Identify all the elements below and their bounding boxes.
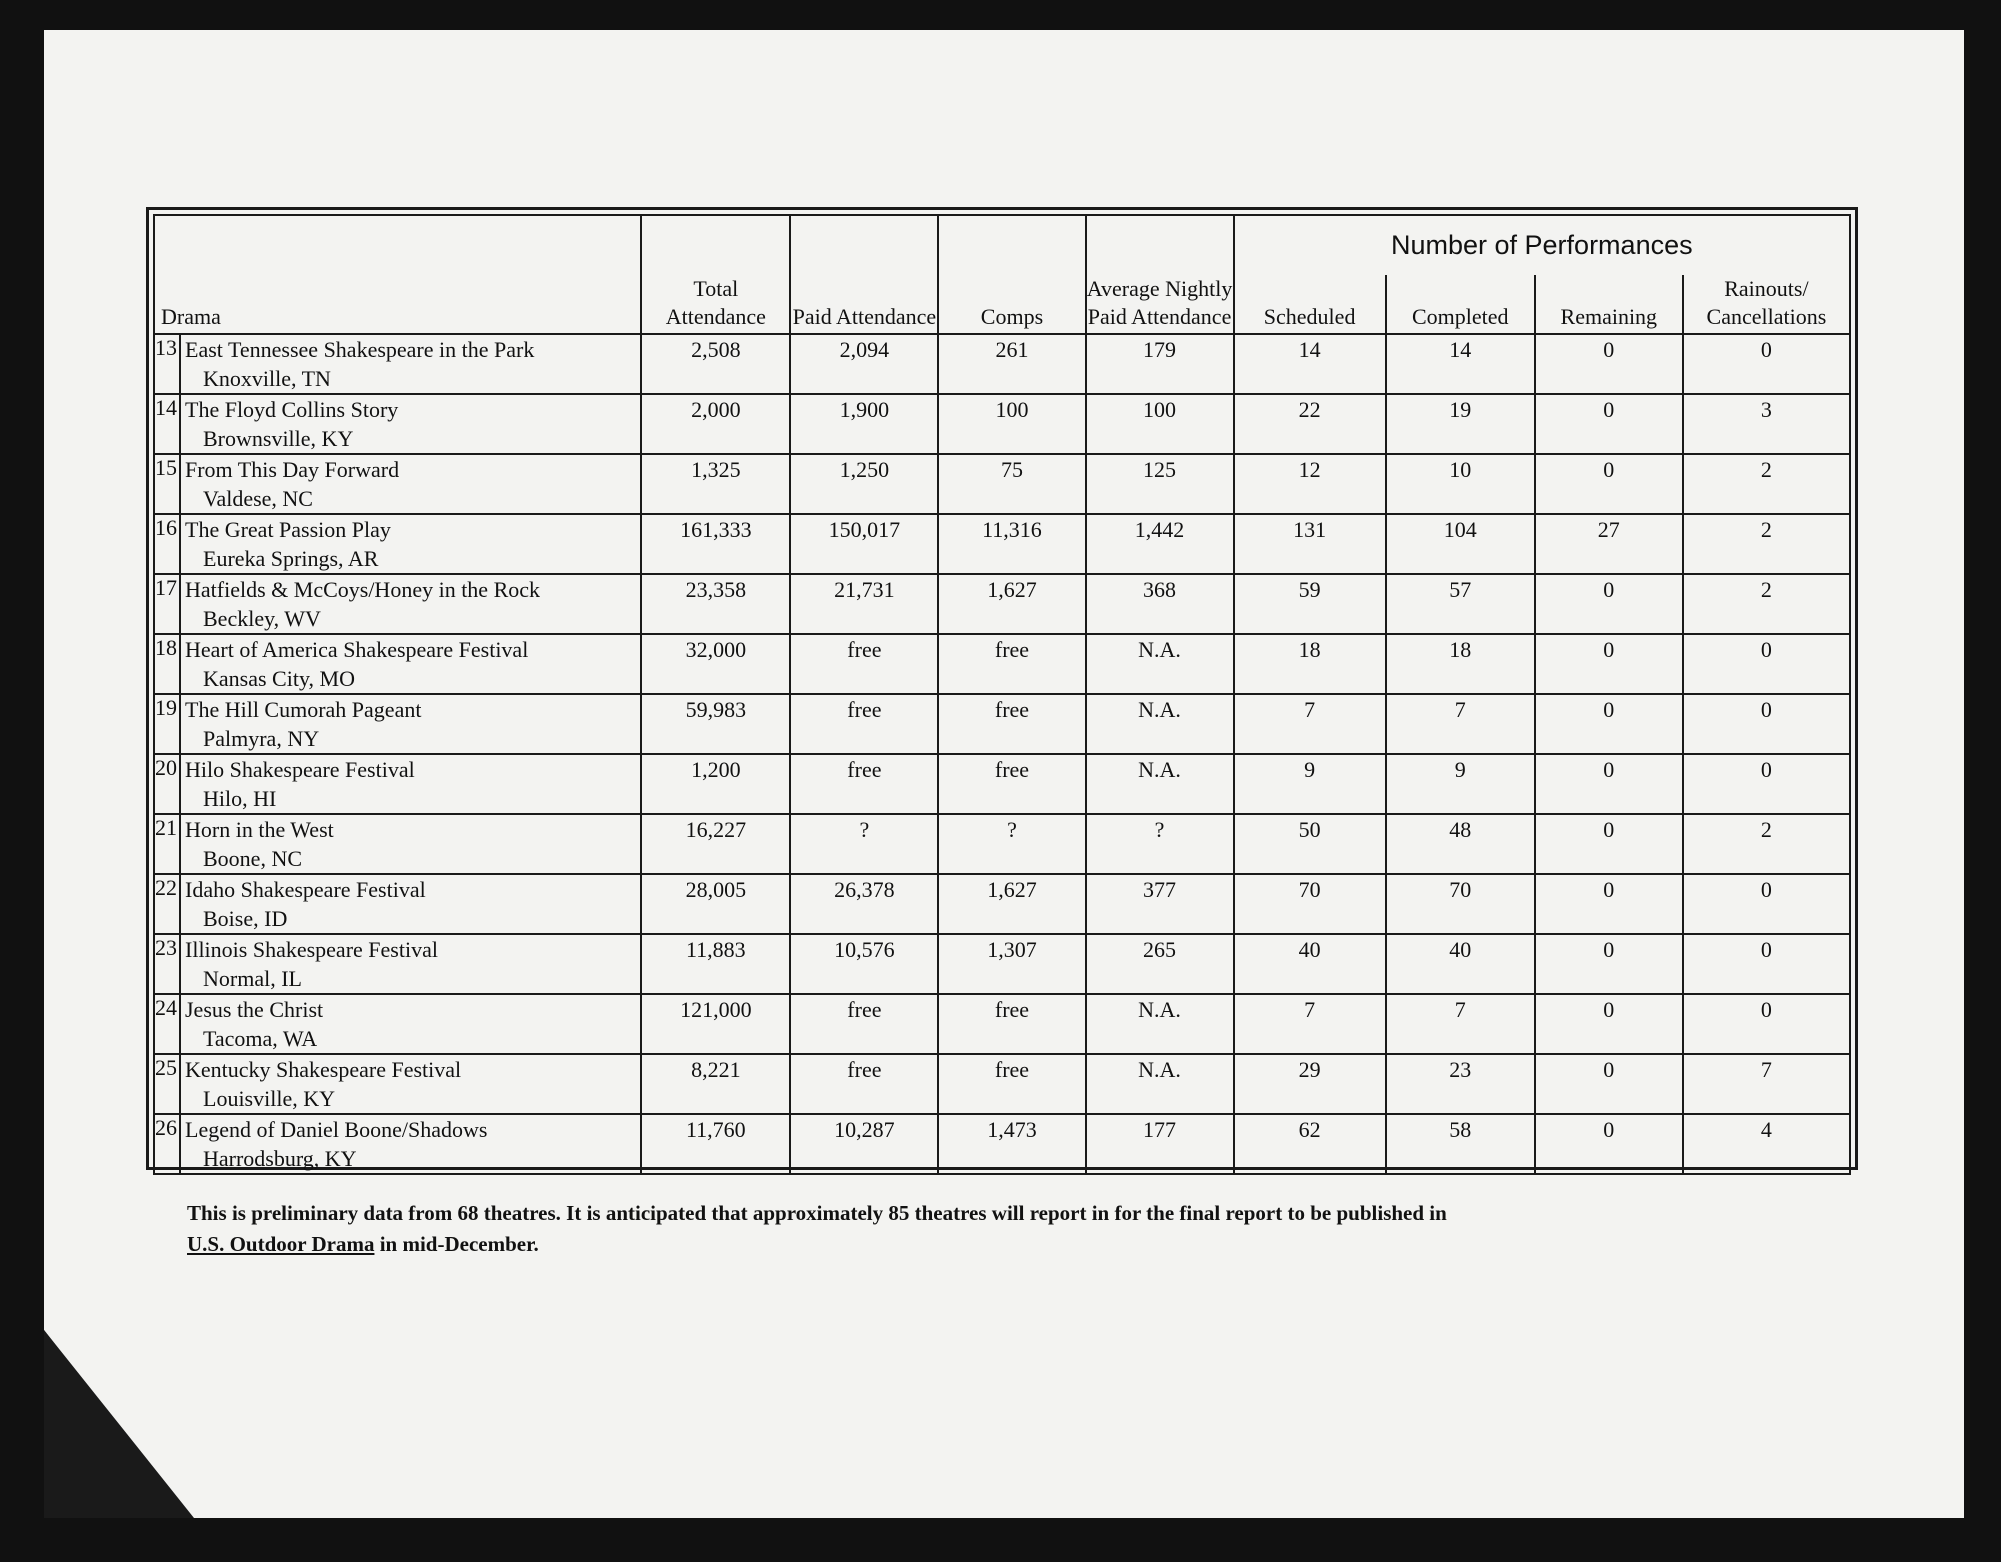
drama-title: From This Day Forward (185, 457, 400, 482)
total-attendance-cell: 121,000 (641, 994, 790, 1054)
drama-title: Idaho Shakespeare Festival (185, 877, 426, 902)
footnote-line1: This is preliminary data from 68 theatres. It is anticipated that approximately 85 theatres will report in for the final report to be published in (187, 1201, 1447, 1225)
drama-title: The Great Passion Play (185, 517, 391, 542)
paid-attendance-cell: free (790, 1054, 938, 1114)
scheduled-cell: 59 (1234, 574, 1386, 634)
table-row (154, 754, 1850, 814)
total-attendance-cell: 1,325 (641, 454, 790, 514)
rainouts-cell: 2 (1683, 454, 1850, 514)
total-attendance-cell: 59,983 (641, 694, 790, 754)
drama-location: Kansas City, MO (203, 666, 355, 691)
header-number-of-performances: Number of Performances (1234, 215, 1850, 275)
rainouts-cell: 0 (1683, 334, 1850, 394)
row-number: 18 (154, 634, 180, 694)
drama-location: Knoxville, TN (203, 366, 331, 391)
completed-cell: 40 (1386, 934, 1535, 994)
drama-cell (180, 634, 641, 694)
drama-location: Eureka Springs, AR (203, 546, 379, 571)
drama-title: Kentucky Shakespeare Festival (185, 1057, 462, 1082)
scheduled-cell: 70 (1234, 874, 1386, 934)
avg-nightly-paid-cell: N.A. (1086, 994, 1234, 1054)
total-attendance-cell: 2,508 (641, 334, 790, 394)
drama-cell (180, 814, 641, 874)
remaining-cell: 0 (1535, 814, 1683, 874)
completed-cell: 18 (1386, 634, 1535, 694)
scheduled-cell: 14 (1234, 334, 1386, 394)
paid-attendance-cell: 1,250 (790, 454, 938, 514)
avg-nightly-paid-cell: N.A. (1086, 1054, 1234, 1114)
remaining-cell: 0 (1535, 634, 1683, 694)
remaining-cell: 0 (1535, 1114, 1683, 1174)
row-number: 13 (154, 334, 180, 394)
rainouts-cell: 2 (1683, 514, 1850, 574)
table-row (154, 694, 1850, 754)
header-completed: Completed (1386, 275, 1535, 334)
drama-cell (180, 1114, 641, 1174)
avg-nightly-paid-cell: 368 (1086, 574, 1234, 634)
avg-nightly-paid-cell: 1,442 (1086, 514, 1234, 574)
total-attendance-cell: 2,000 (641, 394, 790, 454)
drama-cell (180, 754, 641, 814)
comps-cell: 100 (938, 394, 1085, 454)
comps-cell: free (938, 994, 1085, 1054)
scheduled-cell: 29 (1234, 1054, 1386, 1114)
footnote-line2: in mid-December. (374, 1232, 539, 1256)
completed-cell: 70 (1386, 874, 1535, 934)
completed-cell: 10 (1386, 454, 1535, 514)
scheduled-cell: 50 (1234, 814, 1386, 874)
row-number: 21 (154, 814, 180, 874)
avg-nightly-paid-cell: ? (1086, 814, 1234, 874)
footnote-publication-title: U.S. Outdoor Drama (187, 1232, 375, 1256)
drama-location: Boise, ID (203, 906, 288, 931)
remaining-cell: 0 (1535, 574, 1683, 634)
drama-cell (180, 394, 641, 454)
comps-cell: free (938, 694, 1085, 754)
drama-location: Palmyra, NY (203, 726, 320, 751)
completed-cell: 9 (1386, 754, 1535, 814)
table-row (154, 514, 1850, 574)
comps-cell: free (938, 754, 1085, 814)
comps-cell: 1,307 (938, 934, 1085, 994)
paid-attendance-cell: 10,287 (790, 1114, 938, 1174)
comps-cell: free (938, 634, 1085, 694)
scheduled-cell: 7 (1234, 694, 1386, 754)
total-attendance-cell: 1,200 (641, 754, 790, 814)
drama-location: Beckley, WV (203, 606, 321, 631)
completed-cell: 104 (1386, 514, 1535, 574)
completed-cell: 48 (1386, 814, 1535, 874)
drama-location: Brownsville, KY (203, 426, 354, 451)
remaining-cell: 27 (1535, 514, 1683, 574)
drama-title: Jesus the Christ (185, 997, 324, 1022)
rainouts-cell: 2 (1683, 814, 1850, 874)
row-number: 17 (154, 574, 180, 634)
completed-cell: 7 (1386, 994, 1535, 1054)
drama-title: East Tennessee Shakespeare in the Park (185, 337, 535, 362)
table-row (154, 874, 1850, 934)
total-attendance-cell: 161,333 (641, 514, 790, 574)
total-attendance-cell: 23,358 (641, 574, 790, 634)
header-comps: Comps (938, 215, 1085, 334)
drama-cell (180, 874, 641, 934)
row-number: 22 (154, 874, 180, 934)
completed-cell: 14 (1386, 334, 1535, 394)
rainouts-cell: 0 (1683, 694, 1850, 754)
paid-attendance-cell: 10,576 (790, 934, 938, 994)
avg-nightly-paid-cell: 265 (1086, 934, 1234, 994)
table-row (154, 394, 1850, 454)
footnote (187, 1198, 1687, 1260)
table-row (154, 574, 1850, 634)
drama-cell (180, 574, 641, 634)
remaining-cell: 0 (1535, 994, 1683, 1054)
row-number: 20 (154, 754, 180, 814)
row-number: 15 (154, 454, 180, 514)
avg-nightly-paid-cell: N.A. (1086, 754, 1234, 814)
total-attendance-cell: 8,221 (641, 1054, 790, 1114)
avg-nightly-paid-cell: 177 (1086, 1114, 1234, 1174)
table-row (154, 994, 1850, 1054)
scheduled-cell: 7 (1234, 994, 1386, 1054)
scheduled-cell: 12 (1234, 454, 1386, 514)
attendance-table-frame (146, 207, 1858, 1170)
table-row (154, 334, 1850, 394)
remaining-cell: 0 (1535, 454, 1683, 514)
table-row (154, 814, 1850, 874)
drama-cell (180, 694, 641, 754)
rainouts-cell: 0 (1683, 994, 1850, 1054)
comps-cell: 11,316 (938, 514, 1085, 574)
rainouts-cell: 0 (1683, 934, 1850, 994)
header-remaining: Remaining (1535, 275, 1683, 334)
header-paid-attendance: Paid Attendance (790, 215, 938, 334)
drama-cell (180, 514, 641, 574)
drama-title: The Floyd Collins Story (185, 397, 399, 422)
drama-location: Hilo, HI (203, 786, 277, 811)
attendance-table (153, 214, 1851, 1175)
table-row (154, 934, 1850, 994)
remaining-cell: 0 (1535, 1054, 1683, 1114)
paid-attendance-cell: 26,378 (790, 874, 938, 934)
row-number: 26 (154, 1114, 180, 1174)
row-number: 25 (154, 1054, 180, 1114)
row-number: 14 (154, 394, 180, 454)
comps-cell: 75 (938, 454, 1085, 514)
paid-attendance-cell: free (790, 994, 938, 1054)
drama-title: Hilo Shakespeare Festival (185, 757, 415, 782)
remaining-cell: 0 (1535, 934, 1683, 994)
rainouts-cell: 4 (1683, 1114, 1850, 1174)
row-number: 19 (154, 694, 180, 754)
drama-cell (180, 934, 641, 994)
paid-attendance-cell: free (790, 694, 938, 754)
avg-nightly-paid-cell: 100 (1086, 394, 1234, 454)
total-attendance-cell: 28,005 (641, 874, 790, 934)
drama-title: Heart of America Shakespeare Festival (185, 637, 529, 662)
drama-title: Illinois Shakespeare Festival (185, 937, 438, 962)
table-row (154, 634, 1850, 694)
drama-cell (180, 454, 641, 514)
completed-cell: 58 (1386, 1114, 1535, 1174)
drama-cell (180, 1054, 641, 1114)
remaining-cell: 0 (1535, 694, 1683, 754)
header-scheduled: Scheduled (1234, 275, 1386, 334)
paid-attendance-cell: 21,731 (790, 574, 938, 634)
row-number: 23 (154, 934, 180, 994)
scheduled-cell: 40 (1234, 934, 1386, 994)
rainouts-cell: 0 (1683, 634, 1850, 694)
paid-attendance-cell: 150,017 (790, 514, 938, 574)
avg-nightly-paid-cell: 377 (1086, 874, 1234, 934)
rainouts-cell: 7 (1683, 1054, 1850, 1114)
avg-nightly-paid-cell: 125 (1086, 454, 1234, 514)
paid-attendance-cell: 2,094 (790, 334, 938, 394)
drama-location: Boone, NC (203, 846, 302, 871)
table-row (154, 1054, 1850, 1114)
drama-cell (180, 994, 641, 1054)
drama-location: Harrodsburg, KY (203, 1146, 357, 1171)
scheduled-cell: 22 (1234, 394, 1386, 454)
paid-attendance-cell: 1,900 (790, 394, 938, 454)
completed-cell: 19 (1386, 394, 1535, 454)
total-attendance-cell: 11,760 (641, 1114, 790, 1174)
avg-nightly-paid-cell: N.A. (1086, 634, 1234, 694)
avg-nightly-paid-cell: N.A. (1086, 694, 1234, 754)
remaining-cell: 0 (1535, 874, 1683, 934)
drama-location: Louisville, KY (203, 1086, 335, 1111)
comps-cell: ? (938, 814, 1085, 874)
drama-location: Normal, IL (203, 966, 302, 991)
comps-cell: free (938, 1054, 1085, 1114)
rainouts-cell: 3 (1683, 394, 1850, 454)
comps-cell: 1,473 (938, 1114, 1085, 1174)
completed-cell: 7 (1386, 694, 1535, 754)
completed-cell: 23 (1386, 1054, 1535, 1114)
remaining-cell: 0 (1535, 334, 1683, 394)
comps-cell: 1,627 (938, 874, 1085, 934)
paid-attendance-cell: free (790, 634, 938, 694)
row-number: 24 (154, 994, 180, 1054)
table-row (154, 1114, 1850, 1174)
comps-cell: 1,627 (938, 574, 1085, 634)
total-attendance-cell: 16,227 (641, 814, 790, 874)
header-drama: Drama (154, 215, 641, 334)
remaining-cell: 0 (1535, 394, 1683, 454)
scheduled-cell: 131 (1234, 514, 1386, 574)
drama-title: Horn in the West (185, 817, 334, 842)
drama-location: Valdese, NC (203, 486, 313, 511)
total-attendance-cell: 11,883 (641, 934, 790, 994)
comps-cell: 261 (938, 334, 1085, 394)
scheduled-cell: 62 (1234, 1114, 1386, 1174)
scheduled-cell: 9 (1234, 754, 1386, 814)
remaining-cell: 0 (1535, 754, 1683, 814)
header-total-attendance: Total Attendance (641, 215, 790, 334)
row-number: 16 (154, 514, 180, 574)
scheduled-cell: 18 (1234, 634, 1386, 694)
rainouts-cell: 0 (1683, 754, 1850, 814)
drama-cell (180, 334, 641, 394)
paid-attendance-cell: ? (790, 814, 938, 874)
table-row (154, 454, 1850, 514)
header-rainouts: Rainouts/ Cancellations (1683, 275, 1850, 334)
header-avg-nightly-paid: Average Nightly Paid Attendance (1086, 215, 1234, 334)
avg-nightly-paid-cell: 179 (1086, 334, 1234, 394)
drama-title: The Hill Cumorah Pageant (185, 697, 422, 722)
rainouts-cell: 2 (1683, 574, 1850, 634)
total-attendance-cell: 32,000 (641, 634, 790, 694)
drama-title: Hatfields & McCoys/Honey in the Rock (185, 577, 541, 602)
drama-location: Tacoma, WA (203, 1026, 318, 1051)
paid-attendance-cell: free (790, 754, 938, 814)
completed-cell: 57 (1386, 574, 1535, 634)
rainouts-cell: 0 (1683, 874, 1850, 934)
drama-title: Legend of Daniel Boone/Shadows (185, 1117, 488, 1142)
